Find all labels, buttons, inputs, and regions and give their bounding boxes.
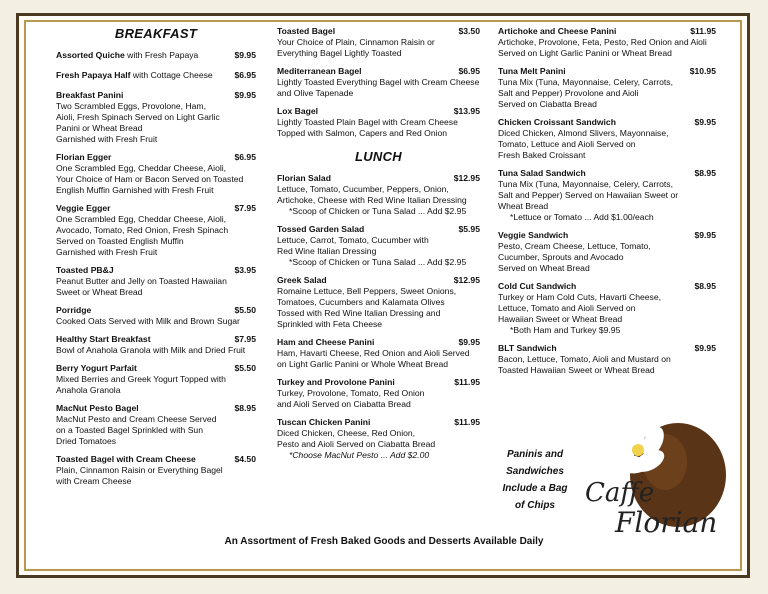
promo-line: Sandwiches bbox=[506, 466, 564, 477]
item-description: Tuna Mix (Tuna, Mayonnaise, Celery, Carrots, bbox=[498, 77, 673, 87]
breakfast-column bbox=[56, 26, 256, 494]
item-note: *Choose MacNut Pesto ... Add $2.00 bbox=[289, 450, 430, 460]
item-description: Topped with Salmon, Capers and Red Onion bbox=[277, 128, 448, 138]
item-description: Ham, Havarti Cheese, Red Onion and Aioli Served bbox=[277, 348, 470, 358]
menu-item bbox=[277, 224, 480, 268]
menu-item bbox=[56, 403, 256, 447]
item-description: Served on Light Garlic Panini or Wheat Bread bbox=[498, 48, 672, 58]
item-price: $9.95 bbox=[694, 230, 716, 240]
item-description: and Aioli Served on Ciabatta Bread bbox=[277, 399, 411, 409]
item-description: Tuna Mix (Tuna, Mayonnaise, Celery, Carrots, bbox=[498, 179, 673, 189]
item-description: Dried Tomatoes bbox=[56, 436, 117, 446]
item-price: $7.95 bbox=[234, 334, 256, 344]
item-price: $3.95 bbox=[234, 265, 256, 275]
item-price: $8.95 bbox=[694, 168, 716, 178]
item-name: Veggie Egger bbox=[56, 203, 111, 213]
menu-item bbox=[498, 117, 716, 161]
item-description: Tomato, Lettuce and Aioli Served on bbox=[498, 139, 636, 149]
menu-item bbox=[277, 417, 480, 461]
item-name: MacNut Pesto Bagel bbox=[56, 403, 139, 413]
item-name: Toasted Bagel with Cream Cheese bbox=[56, 454, 196, 464]
item-price: $12.95 bbox=[453, 173, 480, 183]
item-price: $5.50 bbox=[234, 363, 256, 373]
item-description: Served on Toasted English Muffin bbox=[56, 236, 184, 246]
item-price: $9.95 bbox=[694, 343, 716, 353]
item-price: $6.95 bbox=[458, 66, 480, 76]
menu-item bbox=[56, 203, 256, 258]
item-description: Red Wine Italian Dressing bbox=[277, 246, 377, 256]
item-name: Chicken Croissant Sandwich bbox=[498, 117, 616, 127]
item-name: Greek Salad bbox=[277, 275, 327, 285]
item-name: BLT Sandwich bbox=[498, 343, 557, 353]
item-name: Turkey and Provolone Panini bbox=[277, 377, 395, 387]
item-price: $10.95 bbox=[689, 66, 716, 76]
item-description: Artichoke, Cheese with Red Wine Italian Dressing bbox=[277, 195, 467, 205]
item-description: on a Toasted Bagel Sprinkled with Sun bbox=[56, 425, 203, 435]
item-price: $5.95 bbox=[458, 224, 480, 234]
item-name: Tuna Melt Panini bbox=[498, 66, 566, 76]
menu-item bbox=[56, 454, 256, 487]
item-name: Toasted PB&J bbox=[56, 265, 114, 275]
breakfast-title: BREAKFAST bbox=[114, 26, 198, 41]
item-description: Romaine Lettuce, Bell Peppers, Sweet Onions, bbox=[277, 286, 457, 296]
item-description: Lettuce, Tomato and Aioli Served on bbox=[498, 303, 636, 313]
item-description: and Olive Tapenade bbox=[277, 88, 354, 98]
item-description: Lettuce, Carrot, Tomato, Cucumber with bbox=[277, 235, 429, 245]
menu-item bbox=[56, 152, 256, 196]
item-price: $8.95 bbox=[694, 281, 716, 291]
item-name: Mediterranean Bagel bbox=[277, 66, 362, 76]
item-price: $9.95 bbox=[694, 117, 716, 127]
menu-item bbox=[498, 168, 716, 223]
item-name: Toasted Bagel bbox=[277, 26, 336, 36]
item-description: Peanut Butter and Jelly on Toasted Hawaiian bbox=[56, 276, 227, 286]
item-name: Artichoke and Cheese Panini bbox=[498, 26, 617, 36]
item-name: Veggie Sandwich bbox=[498, 230, 569, 240]
item-name: Florian Egger bbox=[56, 152, 112, 162]
item-price: $6.95 bbox=[234, 70, 256, 80]
menu-item bbox=[277, 106, 480, 139]
item-description: Everything Bagel Lightly Toasted bbox=[277, 48, 402, 58]
item-description: One Scrambled Egg, Cheddar Cheese, Aioli, bbox=[56, 163, 227, 173]
item-note: *Scoop of Chicken or Tuna Salad ... Add $2.95 bbox=[289, 206, 467, 216]
menu-item bbox=[56, 90, 256, 145]
item-note: *Scoop of Chicken or Tuna Salad ... Add $2.95 bbox=[289, 257, 467, 267]
menu-item bbox=[277, 275, 480, 330]
item-name: Florian Salad bbox=[277, 173, 331, 183]
item-price: $9.95 bbox=[234, 90, 256, 100]
item-description: on Light Garlic Panini or Whole Wheat Bread bbox=[277, 359, 449, 369]
menu-item bbox=[56, 334, 256, 356]
item-description: Pesto, Cream Cheese, Lettuce, Tomato, bbox=[498, 241, 651, 251]
item-description: Tossed with Red Wine Italian Dressing and bbox=[277, 308, 441, 318]
item-name: Breakfast Panini bbox=[56, 90, 124, 100]
item-description: Served on Ciabatta Bread bbox=[498, 99, 597, 109]
breakfast-items bbox=[56, 90, 256, 487]
sandwich-items bbox=[498, 26, 716, 376]
item-price: $12.95 bbox=[453, 275, 480, 285]
item-description: Anahola Granola bbox=[56, 385, 121, 395]
item-price: $7.95 bbox=[234, 203, 256, 213]
promo-line: Paninis and bbox=[506, 449, 564, 460]
item-description: Aioli, Fresh Spinach Served on Light Garlic bbox=[56, 112, 220, 122]
menu-item bbox=[56, 305, 256, 327]
item-note: *Both Ham and Turkey $9.95 bbox=[510, 325, 621, 335]
item-description: Served on Wheat Bread bbox=[498, 263, 590, 273]
item-note: *Lettuce or Tomato ... Add $1.00/each bbox=[510, 212, 654, 222]
menu-item bbox=[56, 265, 256, 298]
menu-item bbox=[498, 26, 716, 59]
item-description: Panini or Wheat Bread bbox=[56, 123, 143, 133]
menu-item bbox=[277, 66, 480, 99]
right-column bbox=[498, 26, 716, 383]
lunch-title: LUNCH bbox=[355, 149, 402, 164]
item-price: $4.50 bbox=[234, 454, 256, 464]
menu-item bbox=[277, 26, 480, 59]
logo-florian-text: Florian bbox=[615, 506, 718, 539]
menu-item bbox=[498, 230, 716, 274]
item-name: Tuna Salad Sandwich bbox=[498, 168, 586, 178]
item-description: Salt and Pepper) Provolone and Aioli bbox=[498, 88, 639, 98]
middle-column bbox=[277, 26, 480, 468]
item-name: Porridge bbox=[56, 305, 92, 315]
lunch-items bbox=[277, 173, 480, 461]
menu-item bbox=[498, 66, 716, 110]
bagel-items bbox=[277, 26, 480, 139]
item-description: One Scrambled Egg, Cheddar Cheese, Aioli, bbox=[56, 214, 227, 224]
item-description: Lightly Toasted Plain Bagel with Cream Cheese bbox=[277, 117, 458, 127]
item-description: Artichoke, Provolone, Feta, Pesto, Red Onion and Aioli bbox=[498, 37, 707, 47]
item-description: Garnished with Fresh Fruit bbox=[56, 134, 158, 144]
item-price: $11.95 bbox=[454, 417, 480, 427]
item-description: English Muffin Garnished with Fresh Fruit bbox=[56, 185, 214, 195]
item-description: Pesto and Aioli Served on Ciabatta Bread bbox=[277, 439, 436, 449]
item-description: Diced Chicken, Almond Slivers, Mayonnaise, bbox=[498, 128, 669, 138]
menu-item bbox=[277, 377, 480, 410]
item-price: $9.95 bbox=[234, 50, 256, 60]
item-description: Bowl of Anahola Granola with Milk and Dried Fruit bbox=[56, 345, 246, 355]
item-description: Bacon, Lettuce, Tomato, Aioli and Mustard on bbox=[498, 354, 671, 364]
item-name: Ham and Cheese Panini bbox=[277, 337, 375, 347]
item-description: Lettuce, Tomato, Cucumber, Peppers, Onion, bbox=[277, 184, 449, 194]
footer-text: An Assortment of Fresh Baked Goods and Desserts Available Daily bbox=[224, 536, 544, 547]
item-description: Tomatoes, Cucumbers and Kalamata Olives bbox=[277, 297, 445, 307]
item-description: Plain, Cinnamon Raisin or Everything Bagel bbox=[56, 465, 223, 475]
item-description: Two Scrambled Eggs, Provolone, Ham, bbox=[56, 101, 206, 111]
menu-item bbox=[277, 337, 480, 370]
menu-item bbox=[498, 281, 716, 336]
item-price: $9.95 bbox=[458, 337, 480, 347]
item-description: Hawaiian Sweet or Wheat Bread bbox=[498, 314, 623, 324]
item-description: with Cream Cheese bbox=[56, 476, 132, 486]
item-price: $13.95 bbox=[453, 106, 480, 116]
item-name: Berry Yogurt Parfait bbox=[56, 363, 137, 373]
item-name: Fresh Papaya Half bbox=[56, 70, 131, 80]
item-description: Cucumber, Sprouts and Avocado bbox=[498, 252, 624, 262]
item-description: Lightly Toasted Everything Bagel with Cream Cheese bbox=[277, 77, 480, 87]
logo-caffe-text: Caffe bbox=[585, 478, 655, 508]
promo-line: of Chips bbox=[515, 500, 555, 511]
promo-text bbox=[490, 446, 580, 514]
item-description: Sweet or Wheat Bread bbox=[56, 287, 143, 297]
item-description: Avocado, Tomato, Red Onion, Fresh Spinach bbox=[56, 225, 229, 235]
item-name: Assorted Quiche bbox=[56, 50, 125, 60]
item-price: $8.95 bbox=[234, 403, 256, 413]
item-name: Tossed Garden Salad bbox=[277, 224, 365, 234]
item-price: $6.95 bbox=[234, 152, 256, 162]
item-price: $3.50 bbox=[458, 26, 480, 36]
item-description: Sprinkled with Feta Cheese bbox=[277, 319, 383, 329]
item-description: Turkey or Ham Cold Cuts, Havarti Cheese, bbox=[498, 292, 662, 302]
menu-item bbox=[498, 343, 716, 376]
item-name-rest: with Cottage Cheese bbox=[130, 70, 213, 80]
item-price: $5.50 bbox=[234, 305, 256, 315]
promo-line: Include a Bag bbox=[502, 483, 568, 494]
menu-item bbox=[56, 363, 256, 396]
item-description: Your Choice of Plain, Cinnamon Raisin or bbox=[277, 37, 435, 47]
item-description: Cooked Oats Served with Milk and Brown Sugar bbox=[56, 316, 240, 326]
item-description: Diced Chicken, Cheese, Red Onion, bbox=[277, 428, 416, 438]
item-description: Turkey, Provolone, Tomato, Red Onion bbox=[277, 388, 425, 398]
item-name: Healthy Start Breakfast bbox=[56, 334, 151, 344]
item-price: $11.95 bbox=[454, 377, 480, 387]
item-description: Salt and Pepper) Served on Hawaiian Sweet or bbox=[498, 190, 679, 200]
menu-item bbox=[277, 173, 480, 217]
item-name-rest: with Fresh Papaya bbox=[124, 50, 199, 60]
item-description: Mixed Berries and Greek Yogurt Topped with bbox=[56, 374, 226, 384]
item-name: Lox Bagel bbox=[277, 106, 319, 116]
item-description: Your Choice of Ham or Bacon Served on Toasted bbox=[56, 174, 244, 184]
item-name: Cold Cut Sandwich bbox=[498, 281, 577, 291]
item-price: $11.95 bbox=[690, 26, 716, 36]
item-description: Toasted Hawaiian Sweet or Wheat Bread bbox=[498, 365, 655, 375]
item-name: Tuscan Chicken Panini bbox=[277, 417, 371, 427]
menu-item-papaya-half bbox=[56, 70, 256, 81]
item-description: MacNut Pesto and Cream Cheese Served bbox=[56, 414, 217, 424]
menu-item-assorted-quiche bbox=[56, 50, 256, 61]
item-description: Fresh Baked Croissant bbox=[498, 150, 586, 160]
item-description: Garnished with Fresh Fruit bbox=[56, 247, 158, 257]
item-description: Wheat Bread bbox=[498, 201, 549, 211]
